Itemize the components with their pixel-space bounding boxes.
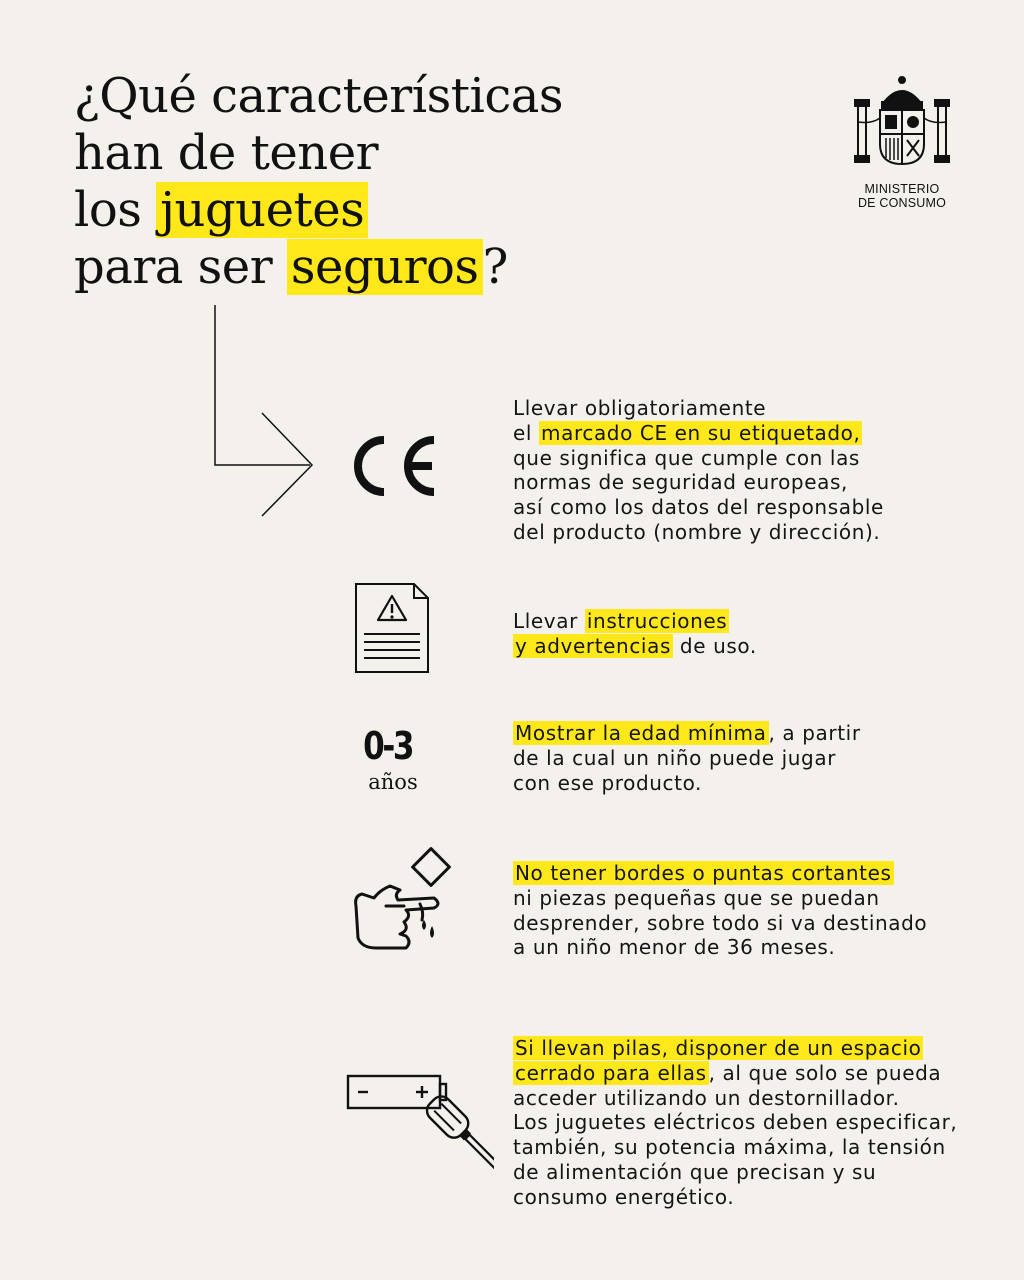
battery-screwdriver-icon bbox=[344, 1072, 494, 1182]
text-line bbox=[513, 886, 927, 911]
text-segment: también, su potencia máxima, la tensión bbox=[513, 1135, 946, 1160]
text-line bbox=[513, 609, 757, 634]
text-segment: acceder utilizando un destornillador. bbox=[513, 1085, 900, 1110]
text-line bbox=[513, 421, 884, 446]
coat-of-arms-icon bbox=[852, 72, 952, 172]
text-segment: a un niño menor de 36 meses. bbox=[513, 935, 836, 960]
title-line-1: ¿Qué características bbox=[74, 68, 564, 124]
title-line-4-text: para ser bbox=[74, 239, 287, 295]
title-question-mark: ? bbox=[482, 239, 508, 295]
ministry-name-line-1: MINISTERIO bbox=[864, 182, 940, 196]
text-line bbox=[513, 1036, 957, 1061]
text-line bbox=[513, 396, 884, 421]
item-text-instructions bbox=[513, 609, 757, 659]
highlighted-text: Si llevan pilas, disponer de un espacio bbox=[515, 1036, 922, 1060]
text-line bbox=[513, 911, 927, 936]
text-segment: , a partir bbox=[768, 721, 861, 745]
text-line bbox=[513, 721, 861, 746]
highlighted-text: Mostrar la edad mínima bbox=[515, 721, 767, 745]
text-line bbox=[513, 1160, 957, 1185]
text-line bbox=[513, 1135, 957, 1160]
text-segment: desprender, sobre todo si va destinado bbox=[513, 910, 928, 935]
text-line bbox=[513, 1185, 957, 1210]
text-line bbox=[513, 446, 884, 471]
highlighted-text: y advertencias bbox=[515, 633, 671, 658]
title-line-2: han de tener bbox=[74, 125, 379, 181]
text-segment: , al que solo se pueda bbox=[708, 1060, 942, 1085]
text-segment: de uso. bbox=[672, 633, 757, 658]
text-line bbox=[513, 771, 861, 796]
text-segment: Los juguetes eléctricos deben especificar, bbox=[513, 1110, 958, 1135]
ministry-name-line-2: DE CONSUMO bbox=[857, 196, 947, 210]
title-line-3-text: los bbox=[74, 182, 157, 238]
item-text-sharp-edges bbox=[513, 861, 927, 960]
text-segment: ni piezas pequeñas que se puedan bbox=[513, 885, 880, 910]
ministry-logo bbox=[850, 72, 954, 210]
ministry-name bbox=[850, 182, 954, 210]
age-range-label: 0-3 bbox=[363, 724, 413, 768]
text-segment: Llevar bbox=[513, 609, 585, 633]
title-line-4 bbox=[74, 239, 563, 296]
text-line bbox=[513, 1110, 957, 1135]
item-text-batteries bbox=[513, 1036, 957, 1210]
text-line bbox=[513, 1061, 957, 1086]
text-segment: Llevar obligatoriamente bbox=[513, 396, 767, 420]
text-segment: con ese producto. bbox=[513, 770, 703, 795]
text-segment: el bbox=[513, 420, 540, 445]
text-segment: que significa que cumple con las bbox=[513, 445, 860, 470]
text-segment: de alimentación que precisan y su bbox=[513, 1159, 877, 1184]
text-line bbox=[513, 1086, 957, 1111]
title-highlight-seguros: seguros bbox=[287, 239, 483, 295]
age-unit-label: años bbox=[368, 770, 418, 794]
text-line bbox=[513, 634, 757, 659]
text-line bbox=[513, 746, 861, 771]
highlighted-text: No tener bordes o puntas cortantes bbox=[515, 861, 892, 885]
text-line bbox=[513, 520, 884, 545]
highlighted-text: marcado CE en su etiquetado, bbox=[541, 420, 861, 445]
text-segment: así como los datos del responsable bbox=[513, 495, 884, 520]
text-segment: consumo energético. bbox=[513, 1184, 735, 1209]
item-text-ce bbox=[513, 396, 884, 545]
cut-finger-icon bbox=[350, 842, 460, 954]
page-title bbox=[74, 68, 563, 296]
title-line-3 bbox=[74, 182, 563, 239]
item-text-age bbox=[513, 721, 861, 795]
text-line bbox=[513, 470, 884, 495]
document-warning-icon bbox=[352, 582, 432, 676]
text-segment: de la cual un niño puede jugar bbox=[513, 745, 837, 770]
text-line bbox=[513, 495, 884, 520]
text-segment: normas de seguridad europeas, bbox=[513, 470, 848, 495]
ce-mark-icon bbox=[344, 432, 440, 500]
text-line bbox=[513, 935, 927, 960]
highlighted-text: cerrado para ellas bbox=[515, 1060, 707, 1085]
arrow-icon bbox=[200, 300, 320, 520]
text-line bbox=[513, 861, 927, 886]
highlighted-text: instrucciones bbox=[586, 609, 728, 633]
text-segment: del producto (nombre y dirección). bbox=[513, 519, 881, 544]
title-highlight-juguetes: juguetes bbox=[156, 182, 368, 238]
